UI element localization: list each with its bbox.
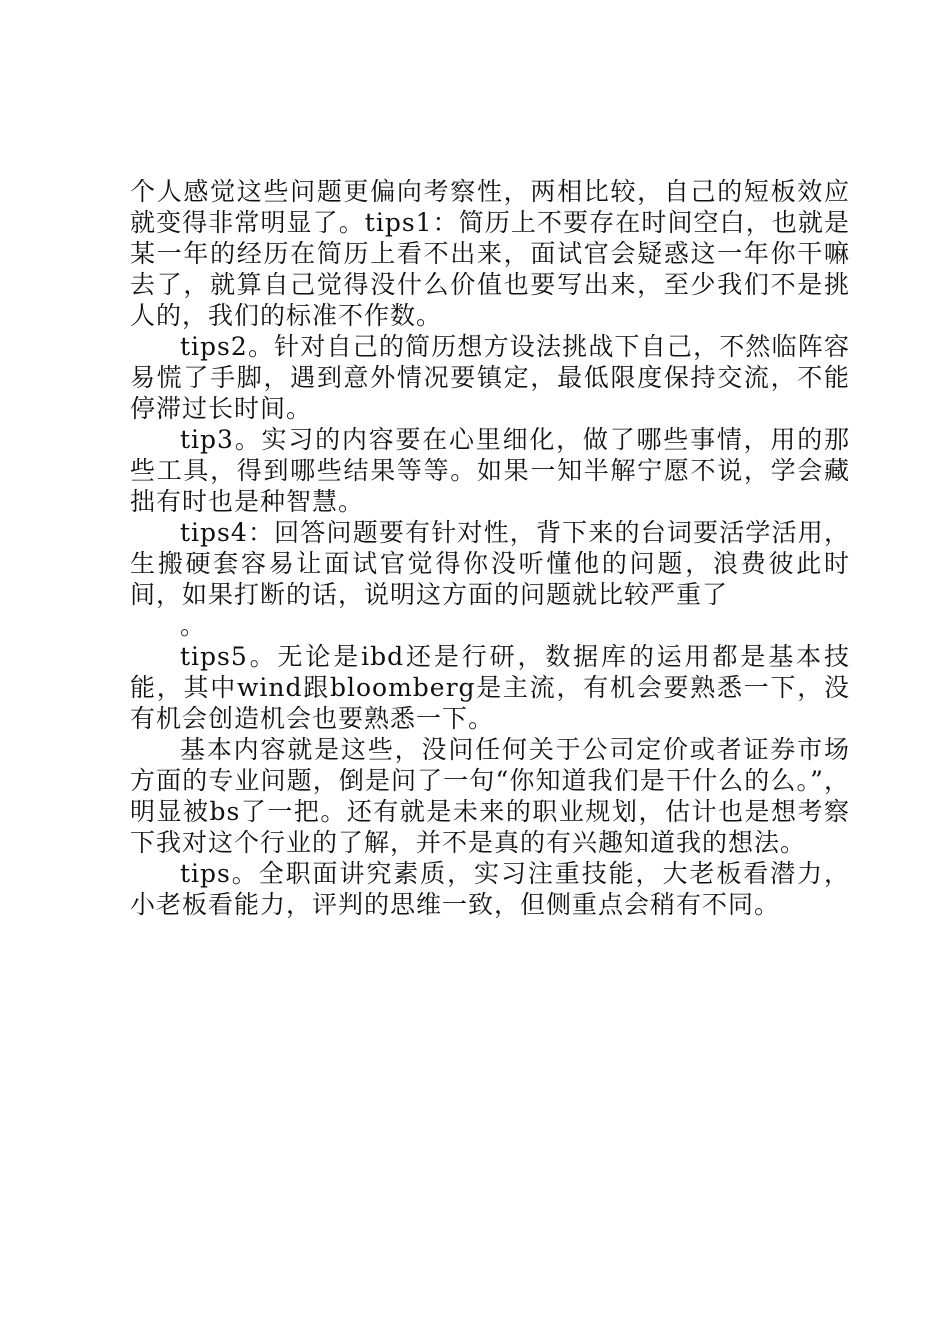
paragraph-tips4: tips4：回答问题要有针对性，背下来的台词要活学活用，生搬硬套容易让面试官觉得你没听懂他的问题，浪费彼此时间，如果打断的话，说明这方面的问题就比较严重了 — [130, 518, 850, 609]
paragraph-tip3: tip3。实习的内容要在心里细化，做了哪些事情，用的那些工具，得到哪些结果等等。如果一知半解宁愿不说，学会藏拙有时也是种智慧。 — [130, 425, 850, 516]
paragraph-tips-final: tips。全职面讲究素质，实习注重技能，大老板看潜力，小老板看能力，评判的思维一致，但侧重点会稍有不同。 — [130, 859, 850, 919]
paragraph-tips2: tips2。针对自己的简历想方设法挑战下自己，不然临阵容易慌了手脚，遇到意外情况要镇定，最低限度保持交流，不能停滞过长时间。 — [130, 332, 850, 423]
document-body — [130, 176, 850, 920]
paragraph-summary: 基本内容就是这些，没问任何关于公司定价或者证券市场方面的专业问题，倒是问了一句“你知道我们是干什么的么。”，明显被bs了一把。还有就是未来的职业规划，估计也是想考察下我对这个行业的了解，并不是真的有兴趣知道我的想法。 — [130, 735, 850, 857]
paragraph-period: 。 — [180, 611, 206, 640]
paragraph-tips5: tips5。无论是ibd还是行研，数据库的运用都是基本技能，其中wind跟bloomberg是主流，有机会要熟悉一下，没有机会创造机会也要熟悉一下。 — [130, 642, 850, 733]
paragraph-intro-tips1: 个人感觉这些问题更偏向考察性，两相比较，自己的短板效应就变得非常明显了。tips1：简历上不要存在时间空白，也就是某一年的经历在简历上看不出来，面试官会疑惑这一年你干嘛去了，就算自己觉得没什么价值也要写出来，至少我们不是挑人的，我们的标准不作数。 — [130, 177, 850, 330]
